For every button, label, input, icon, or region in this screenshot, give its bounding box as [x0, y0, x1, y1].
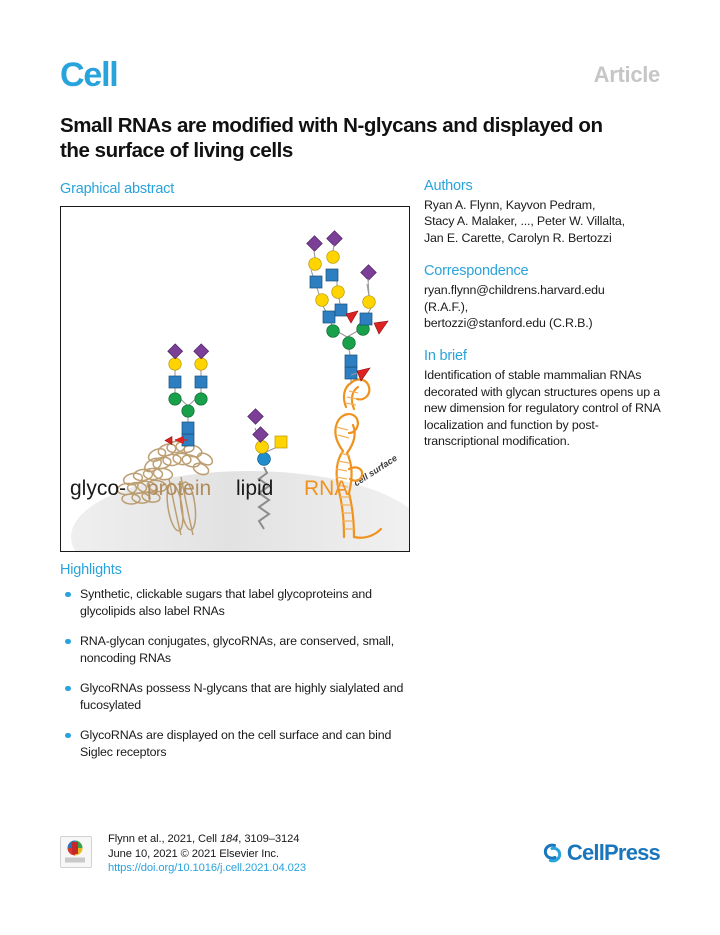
bullet-icon — [65, 592, 71, 598]
doi-link[interactable]: https://doi.org/10.1016/j.cell.2021.04.023 — [108, 862, 306, 875]
highlight-text: GlycoRNAs possess N-glycans that are highly sialylated and fucosylated — [80, 681, 404, 712]
article-type-label: Article — [593, 62, 660, 87]
bullet-icon — [65, 733, 71, 739]
glycan-symbols-rna — [307, 231, 388, 381]
cellpress-mark-icon — [541, 841, 563, 865]
cellpress-wordmark: CellPress — [566, 840, 660, 865]
authors-heading: Authors — [424, 178, 473, 194]
authors-line: Ryan A. Flynn, Kayvon Pedram, — [424, 198, 596, 212]
authors-list — [424, 197, 660, 246]
glycan-symbols-protein — [165, 344, 209, 446]
cell-surface-label: cell surface — [351, 452, 399, 489]
highlights-heading: Highlights — [60, 562, 122, 578]
figure-labels — [70, 477, 348, 500]
correspondence-list — [424, 282, 660, 331]
bullet-icon — [65, 686, 71, 692]
graphical-abstract-figure — [60, 206, 410, 552]
citation-volume: 184 — [219, 833, 239, 845]
check-for-updates-icon — [61, 837, 89, 865]
correspondence-email[interactable]: ryan.flynn@childrens.harvard.edu — [424, 283, 605, 298]
bullet-icon — [65, 639, 71, 645]
highlight-text: GlycoRNAs are displayed on the cell surface and can bind Siglec receptors — [80, 728, 392, 759]
highlight-text: Synthetic, clickable sugars that label glycoproteins and glycolipids also label RNAs — [80, 587, 372, 618]
highlight-text: RNA-glycan conjugates, glycoRNAs, are conserved, small, noncoding RNAs — [80, 634, 395, 665]
label-protein: protein — [147, 477, 212, 500]
authors-line: Stacy A. Malaker, ..., Peter W. Villalta, — [424, 214, 625, 229]
label-lipid: lipid — [236, 477, 274, 500]
citation-line-1 — [108, 832, 306, 847]
citation-block — [108, 832, 306, 876]
right-column — [424, 178, 660, 466]
page-title: Small RNAs are modified with N-glycans and displayed on the surface of living cells — [60, 114, 603, 162]
correspondence-block — [424, 263, 660, 331]
highlight-item — [60, 727, 420, 760]
correspondence-email[interactable]: bertozzi@stanford.edu (C.R.B.) — [424, 316, 593, 331]
crossmark-badge[interactable] — [60, 836, 92, 868]
in-brief-heading: In brief — [424, 348, 467, 365]
citation-pages: , 3109–3124 — [238, 833, 300, 845]
page-footer — [60, 832, 660, 882]
graphical-abstract-illustration — [61, 207, 409, 551]
label-glyco: glyco- — [70, 477, 127, 500]
highlights-section — [60, 562, 420, 774]
label-rna: RNA — [304, 477, 349, 500]
correspondence-heading: Correspondence — [424, 263, 529, 280]
authors-block — [424, 178, 660, 246]
in-brief-block — [424, 348, 660, 449]
highlight-item — [60, 680, 420, 713]
page-header — [60, 58, 660, 108]
citation-line-2: June 10, 2021 © 2021 Elsevier Inc. — [108, 847, 279, 860]
authors-line: Jan E. Carette, Carolyn R. Bertozzi — [424, 230, 612, 245]
correspondence-line: (R.A.F.), — [424, 299, 469, 314]
citation-prefix: Flynn et al., 2021, Cell — [108, 833, 220, 845]
cell-journal-logo: Cell — [60, 56, 118, 94]
highlight-item — [60, 586, 420, 619]
in-brief-text: Identification of stable mammalian RNAs decorated with glycan structures opens up a new dimension for regulatory control of RNA localization and function by post-transcriptional modification. — [424, 368, 660, 449]
cellpress-logo[interactable] — [541, 840, 660, 866]
highlight-item — [60, 633, 420, 666]
graphical-abstract-heading: Graphical abstract — [60, 181, 175, 197]
